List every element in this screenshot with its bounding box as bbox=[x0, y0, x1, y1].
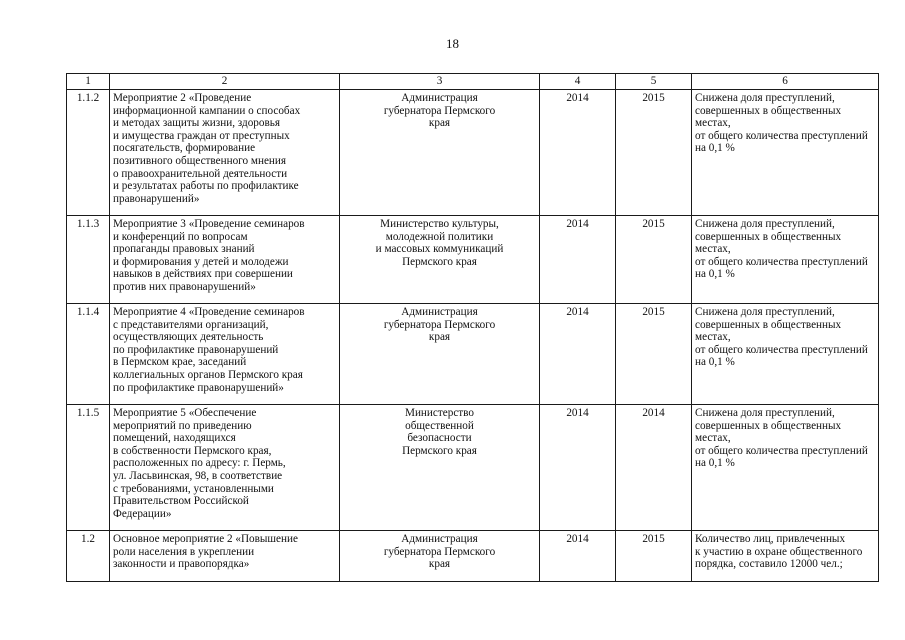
header-col-5: 5 bbox=[616, 74, 692, 90]
event-description: Мероприятие 4 «Проведение семинаров с представителями организаций, осуществляющих деятельность по профилактике правонарушений в Пермском крае, заседаний коллегиальных органов Пермского края по профилактике правонарушений» bbox=[110, 304, 340, 405]
executor: Министерство культуры, молодежной политики и массовых коммуникаций Пермского края bbox=[340, 216, 540, 304]
page-number: 18 bbox=[446, 36, 459, 51]
event-description: Мероприятие 2 «Проведение информационной кампании о способах и методах защиты жизни, здоровья и имущества граждан от преступных посягательств, формирование позитивного общественного мнения о правоохранительной деятельности и результатах работы по профилактике правонарушений» bbox=[110, 90, 340, 216]
header-col-6: 6 bbox=[692, 74, 879, 90]
row-number: 1.2 bbox=[67, 531, 110, 582]
header-col-3: 3 bbox=[340, 74, 540, 90]
expected-result: Снижена доля преступлений, совершенных в общественных местах, от общего количества преступлений на 0,1 % bbox=[692, 90, 879, 216]
expected-result: Снижена доля преступлений, совершенных в общественных местах, от общего количества преступлений на 0,1 % bbox=[692, 304, 879, 405]
table-row bbox=[67, 216, 879, 304]
expected-result: Снижена доля преступлений, совершенных в общественных местах, от общего количества преступлений на 0,1 % bbox=[692, 405, 879, 531]
row-number: 1.1.3 bbox=[67, 216, 110, 304]
start-year: 2014 bbox=[540, 531, 616, 582]
end-year: 2015 bbox=[616, 531, 692, 582]
row-number: 1.1.5 bbox=[67, 405, 110, 531]
header-row bbox=[67, 74, 879, 90]
event-description: Основное мероприятие 2 «Повышение роли населения в укреплении законности и правопорядка» bbox=[110, 531, 340, 582]
table-row bbox=[67, 90, 879, 216]
event-description: Мероприятие 3 «Проведение семинаров и конференций по вопросам пропаганды правовых знаний и формирования у детей и молодежи навыков в действиях при совершении против них правонарушений» bbox=[110, 216, 340, 304]
table-row bbox=[67, 405, 879, 531]
start-year: 2014 bbox=[540, 216, 616, 304]
start-year: 2014 bbox=[540, 405, 616, 531]
executor: Министерство общественной безопасности Пермского края bbox=[340, 405, 540, 531]
row-number: 1.1.4 bbox=[67, 304, 110, 405]
header-col-4: 4 bbox=[540, 74, 616, 90]
start-year: 2014 bbox=[540, 304, 616, 405]
executor: Администрация губернатора Пермского края bbox=[340, 304, 540, 405]
table-row bbox=[67, 531, 879, 582]
header-col-2: 2 bbox=[110, 74, 340, 90]
end-year: 2015 bbox=[616, 304, 692, 405]
executor: Администрация губернатора Пермского края bbox=[340, 90, 540, 216]
expected-result: Количество лиц, привлеченных к участию в охране общественного порядка, составило 12000 чел.; bbox=[692, 531, 879, 582]
end-year: 2015 bbox=[616, 216, 692, 304]
measures-table bbox=[66, 73, 879, 582]
row-number: 1.1.2 bbox=[67, 90, 110, 216]
expected-result: Снижена доля преступлений, совершенных в общественных местах, от общего количества преступлений на 0,1 % bbox=[692, 216, 879, 304]
header-col-1: 1 bbox=[67, 74, 110, 90]
start-year: 2014 bbox=[540, 90, 616, 216]
executor: Администрация губернатора Пермского края bbox=[340, 531, 540, 582]
table-row bbox=[67, 304, 879, 405]
event-description: Мероприятие 5 «Обеспечение мероприятий по приведению помещений, находящихся в собственности Пермского края, расположенных по адресу: г. Пермь, ул. Ласьвинская, 98, в соответствие с требованиями, установленными Правительством Российской Федерации» bbox=[110, 405, 340, 531]
end-year: 2015 bbox=[616, 90, 692, 216]
end-year: 2014 bbox=[616, 405, 692, 531]
